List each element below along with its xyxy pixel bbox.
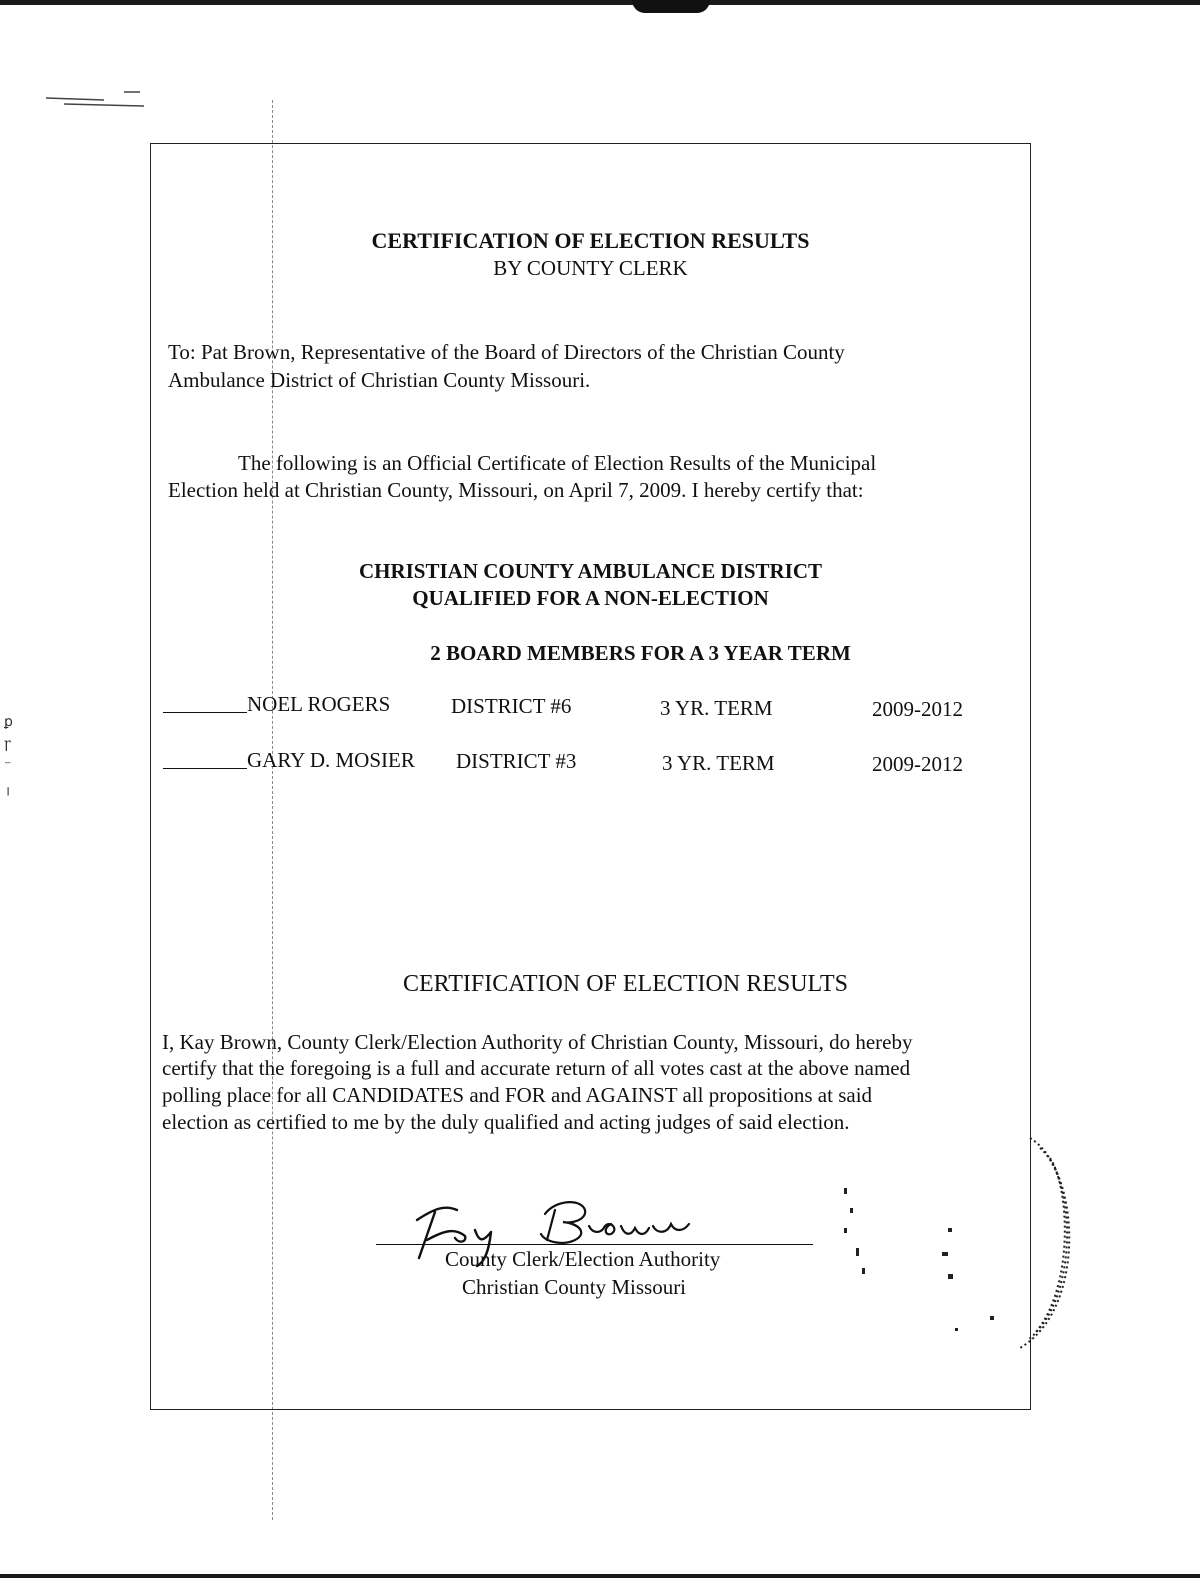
scan-blot — [632, 0, 710, 13]
signature-line — [376, 1244, 813, 1245]
addressee-line-1: To: Pat Brown, Representative of the Board of Directors of the Christian County — [168, 340, 845, 364]
candidate-row — [163, 750, 247, 775]
scan-edge-top — [0, 0, 1200, 5]
district-name: CHRISTIAN COUNTY AMBULANCE DISTRICT — [358, 559, 823, 583]
certification-line-1: I, Kay Brown, County Clerk/Election Authority of Christian County, Missouri, do hereby — [162, 1030, 913, 1054]
candidate-name: NOEL ROGERS — [247, 692, 391, 716]
vote-blank — [163, 694, 247, 713]
scan-scribble — [44, 88, 154, 112]
candidate-district: DISTRICT #6 — [451, 694, 572, 718]
certification-heading: CERTIFICATION OF ELECTION RESULTS — [402, 971, 849, 997]
intro-line-1: The following is an Official Certificate of Election Results of the Municipal — [238, 451, 877, 475]
candidate-years: 2009-2012 — [872, 697, 963, 721]
candidate-term: 3 YR. TERM — [662, 751, 775, 775]
intro-line-2: Election held at Christian County, Missouri, on April 7, 2009. I hereby certify that: — [168, 478, 864, 502]
candidate-years: 2009-2012 — [872, 752, 963, 776]
scan-edge-bottom — [0, 1574, 1200, 1578]
certification-line-3: polling place for all CANDIDATES and FOR and AGAINST all propositions at said — [162, 1083, 873, 1107]
margin-marks: ꝑ ꞅ ⁻ ╷ — [4, 715, 13, 796]
vote-blank — [163, 750, 247, 769]
signer-county: Christian County Missouri — [462, 1275, 687, 1299]
addressee-line-2: Ambulance District of Christian County Missouri. — [168, 368, 591, 392]
candidate-term: 3 YR. TERM — [660, 696, 773, 720]
document-title: CERTIFICATION OF ELECTION RESULTS — [371, 228, 810, 253]
certification-line-2: certify that the foregoing is a full and accurate return of all votes cast at the above named — [162, 1056, 911, 1080]
candidate-row — [163, 694, 247, 719]
signer-title: County Clerk/Election Authority — [445, 1247, 721, 1271]
document-subtitle: BY COUNTY CLERK — [493, 256, 688, 280]
district-status: QUALIFIED FOR A NON-ELECTION — [412, 586, 769, 610]
candidate-name: GARY D. MOSIER — [247, 748, 415, 772]
county-seal-stamp — [830, 1128, 1120, 1368]
seats-heading: 2 BOARD MEMBERS FOR A 3 YEAR TERM — [430, 641, 851, 665]
candidate-district: DISTRICT #3 — [456, 749, 577, 773]
certification-line-4: election as certified to me by the duly qualified and acting judges of said election. — [162, 1110, 850, 1134]
